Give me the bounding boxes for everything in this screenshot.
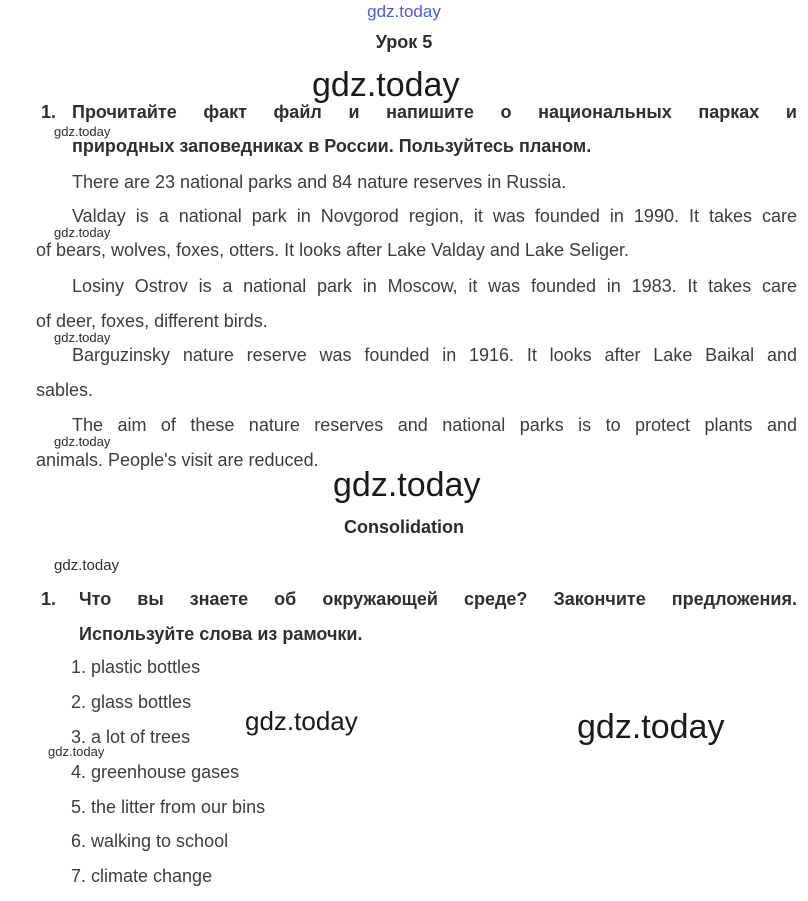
paragraph-line: There are 23 national parks and 84 nature reserves in Russia. [72,172,567,192]
watermark-top: gdz.today [367,2,441,21]
list-item: 5. the litter from our bins [71,797,266,817]
watermark-small: gdz.today [54,557,120,574]
paragraph-line: The aim of these nature reserves and national parks is to protect plants and [72,415,797,435]
list-item: 1. plastic bottles [71,657,201,677]
watermark-large: gdz.today [577,708,725,746]
list-item: 4. greenhouse gases [71,762,240,782]
paragraph-line: Barguzinsky nature reserve was founded in 1916. It looks after Lake Baikal and [72,345,797,365]
consolidation-instruction-line: Используйте слова из рамочки. [79,624,363,644]
consolidation-task-number: 1. [41,589,57,609]
paragraph-line: Valday is a national park in Novgorod region, it was founded in 1990. It takes care [72,206,797,226]
consolidation-title: Consolidation [344,517,464,537]
watermark-small: gdz.today [54,330,111,345]
watermark-small: gdz.today [48,744,105,759]
paragraph-line: Losiny Ostrov is a national park in Moscow, it was founded in 1983. It takes care [72,276,797,296]
paragraph-line: of deer, foxes, different birds. [36,311,268,331]
watermark-medium: gdz.today [245,706,358,736]
paragraph-line: sables. [36,380,94,400]
list-item: 2. glass bottles [71,692,192,712]
consolidation-instruction-line: Что вы знаете об окружающей среде? Закончите предложения. [79,589,797,609]
paragraph-line: animals. People's visit are reduced. [36,450,319,470]
watermark-small: gdz.today [54,124,111,139]
watermark-large: gdz.today [333,466,481,504]
paragraph-line: of bears, wolves, foxes, otters. It looks after Lake Valday and Lake Seliger. [36,240,629,260]
list-item: 3. a lot of trees [71,727,191,747]
lesson-title: Урок 5 [375,32,433,52]
list-item: 6. walking to school [71,831,229,851]
watermark-large: gdz.today [312,66,460,104]
task-number: 1. [41,102,57,122]
task-instruction-line: природных заповедниках в России. Пользуйтесь планом. [72,136,592,156]
watermark-small: gdz.today [54,225,111,240]
task-instruction-line: Прочитайте факт файл и напишите о национальных парках и [72,102,797,122]
watermark-small: gdz.today [54,434,111,449]
list-item: 7. climate change [71,866,213,886]
